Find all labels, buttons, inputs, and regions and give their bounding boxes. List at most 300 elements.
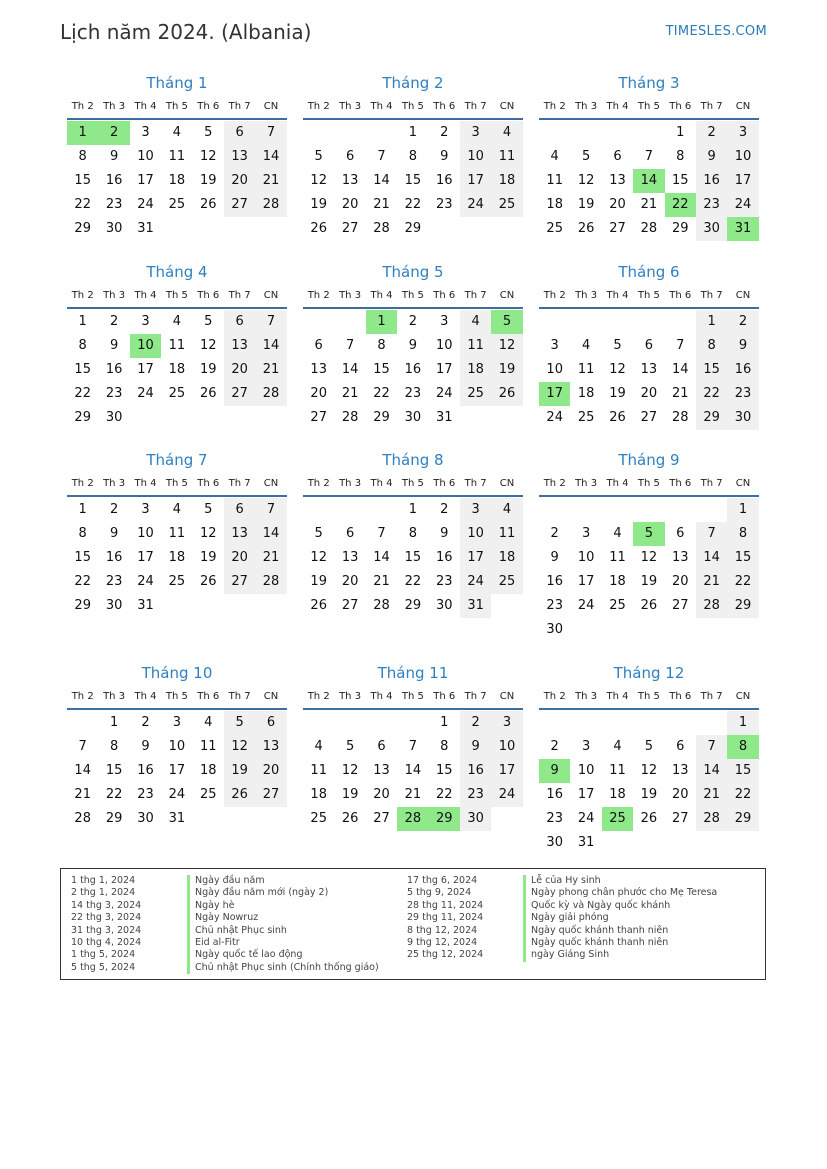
- weekday-label: CN: [263, 478, 279, 489]
- day-cell: 16: [727, 358, 758, 382]
- day-cell: 31: [435, 410, 453, 425]
- weekday-label: Th 5: [165, 478, 188, 489]
- weekday-label: Th 7: [464, 478, 487, 489]
- month-name: Tháng 8: [382, 451, 444, 469]
- day-cell: 25: [546, 221, 563, 236]
- day-cell: 28: [74, 811, 91, 826]
- weekday-header: [67, 94, 287, 120]
- day-cell: 15: [404, 550, 422, 565]
- legend-row: [71, 912, 379, 924]
- day-cell: 29: [404, 598, 422, 613]
- day-cell: 19: [609, 386, 626, 401]
- day-cell: 18: [577, 386, 595, 401]
- day-cell: 13: [341, 550, 359, 565]
- holiday-legend: [60, 868, 766, 980]
- day-cell: 8: [377, 338, 386, 353]
- day-cell: 14: [255, 145, 286, 169]
- day-cell: 30: [696, 217, 727, 241]
- day-cell: 13: [373, 763, 390, 778]
- day-cell: 16: [105, 362, 123, 377]
- day-cell: 4: [460, 310, 491, 334]
- weekday-header: [539, 94, 759, 120]
- day-cell: 28: [373, 221, 390, 236]
- day-cell: 23: [727, 382, 758, 406]
- weekday-label: Th 4: [134, 290, 157, 301]
- legend-holiday-name: Chủ nhật Phục sinh: [187, 925, 287, 937]
- day-cell: 23: [435, 197, 453, 212]
- legend-holiday-name: ngày Giáng Sinh: [523, 949, 609, 961]
- day-cell: 24: [168, 787, 186, 802]
- day-cell: 31: [577, 835, 595, 850]
- day-cell: 16: [105, 550, 123, 565]
- day-cell: 6: [314, 338, 323, 353]
- legend-holiday-name: Chủ nhật Phục sinh (Chính thống giáo): [187, 962, 379, 974]
- day-cell: 9: [109, 338, 119, 353]
- weekday-label: Th 7: [700, 290, 723, 301]
- day-cell: 16: [105, 173, 123, 188]
- day-cell: 23: [546, 598, 563, 613]
- legend-row: [407, 925, 717, 937]
- weekday-label: Th 3: [575, 691, 598, 702]
- day-cell: 4: [613, 739, 622, 754]
- empty-cell: [570, 498, 601, 522]
- legend-row: [71, 925, 379, 937]
- weekday-label: Th 4: [606, 691, 629, 702]
- holiday-day-cell: 31: [727, 217, 758, 241]
- day-cell: 20: [224, 546, 255, 570]
- day-cell: 23: [460, 783, 491, 807]
- weekday-label: Th 4: [370, 478, 393, 489]
- empty-cell: [570, 310, 601, 334]
- day-cell: 30: [435, 598, 453, 613]
- weekday-header: [539, 471, 759, 497]
- day-cell: 8: [78, 526, 87, 541]
- day-cell: 10: [137, 149, 154, 164]
- weekday-label: Th 6: [197, 478, 220, 489]
- day-cell: 30: [546, 835, 563, 850]
- day-cell: 28: [255, 382, 286, 406]
- day-cell: 20: [224, 169, 255, 193]
- day-cell: 3: [550, 338, 559, 353]
- day-cell: 27: [671, 598, 689, 613]
- day-cell: 7: [644, 149, 653, 164]
- day-cell: 10: [577, 550, 595, 565]
- weekday-label: Th 5: [401, 478, 424, 489]
- day-cell: 2: [696, 121, 727, 145]
- day-cell: 21: [255, 358, 286, 382]
- day-cell: 20: [224, 358, 255, 382]
- day-cell: 5: [204, 502, 213, 517]
- weekday-header: [67, 283, 287, 309]
- day-cell: 3: [141, 502, 150, 517]
- holiday-day-cell: 1: [67, 121, 98, 145]
- day-cell: 17: [577, 787, 595, 802]
- day-cell: 24: [577, 598, 595, 613]
- day-cell: 4: [172, 314, 181, 329]
- day-cell: 12: [609, 362, 626, 377]
- day-cell: 15: [727, 546, 758, 570]
- day-grid: [303, 711, 523, 831]
- day-cell: 8: [109, 739, 119, 754]
- day-cell: 30: [727, 406, 758, 430]
- holiday-day-cell: 22: [665, 193, 696, 217]
- day-grid: [67, 121, 287, 241]
- day-cell: 10: [168, 739, 186, 754]
- legend-holiday-name: Ngày đầu năm mới (ngày 2): [187, 887, 328, 899]
- legend-holiday-name: Ngày quốc khánh thanh niên: [523, 937, 668, 949]
- weekday-label: Th 4: [370, 691, 393, 702]
- day-cell: 4: [204, 715, 213, 730]
- day-cell: 18: [609, 787, 626, 802]
- day-cell: 14: [373, 173, 390, 188]
- legend-date: 14 thg 3, 2024: [71, 899, 142, 911]
- day-cell: 27: [224, 382, 255, 406]
- day-cell: 26: [640, 811, 658, 826]
- month-calendar: [303, 72, 523, 241]
- weekday-label: Th 2: [307, 101, 330, 112]
- day-cell: 31: [137, 221, 154, 236]
- day-cell: 7: [408, 739, 417, 754]
- day-cell: 24: [577, 811, 595, 826]
- day-cell: 18: [310, 787, 327, 802]
- day-cell: 26: [310, 598, 327, 613]
- day-cell: 14: [373, 550, 390, 565]
- day-cell: 19: [341, 787, 359, 802]
- day-cell: 29: [373, 410, 390, 425]
- day-cell: 28: [640, 221, 658, 236]
- day-cell: 2: [460, 711, 491, 735]
- day-cell: 9: [141, 739, 150, 754]
- day-cell: 8: [78, 149, 87, 164]
- empty-cell: [334, 711, 365, 735]
- weekday-label: Th 2: [543, 290, 566, 301]
- weekday-label: Th 5: [637, 478, 660, 489]
- empty-cell: [539, 498, 570, 522]
- day-cell: 17: [137, 173, 154, 188]
- day-cell: 3: [581, 526, 591, 541]
- legend-holiday-name: Ngày hè: [187, 900, 234, 912]
- day-cell: 20: [255, 759, 286, 783]
- day-cell: 3: [141, 125, 150, 140]
- month-name: Tháng 7: [146, 451, 208, 469]
- day-cell: 24: [460, 570, 491, 594]
- legend-row: [71, 875, 379, 887]
- holiday-day-cell: 14: [633, 169, 664, 193]
- day-cell: 5: [613, 338, 622, 353]
- day-cell: 20: [310, 386, 327, 401]
- weekday-label: CN: [735, 478, 751, 489]
- month-calendar: [539, 662, 759, 855]
- day-cell: 24: [137, 386, 154, 401]
- legend-date: 10 thg 4, 2024: [71, 936, 142, 948]
- day-cell: 29: [727, 807, 758, 831]
- day-cell: 22: [373, 386, 390, 401]
- legend-row: [71, 887, 379, 899]
- day-cell: 11: [310, 763, 327, 778]
- empty-cell: [602, 121, 633, 145]
- weekday-label: Th 2: [71, 101, 94, 112]
- day-cell: 3: [141, 314, 150, 329]
- day-cell: 27: [341, 598, 359, 613]
- day-cell: 21: [373, 197, 390, 212]
- day-cell: 31: [137, 598, 154, 613]
- month-name: Tháng 1: [146, 74, 208, 92]
- day-cell: 23: [546, 811, 563, 826]
- day-cell: 9: [440, 526, 449, 541]
- day-cell: 21: [671, 386, 689, 401]
- day-cell: 7: [696, 522, 727, 546]
- day-cell: 2: [550, 526, 559, 541]
- weekday-label: Th 4: [370, 290, 393, 301]
- day-cell: 30: [404, 410, 422, 425]
- day-cell: 22: [435, 787, 453, 802]
- weekday-label: Th 2: [543, 691, 566, 702]
- day-cell: 30: [137, 811, 154, 826]
- legend-holiday-name: Ngày quốc khánh thanh niên: [523, 925, 668, 937]
- day-cell: 2: [408, 314, 417, 329]
- empty-cell: [539, 310, 570, 334]
- day-cell: 9: [550, 550, 559, 565]
- weekday-label: Th 5: [401, 101, 424, 112]
- day-cell: 23: [435, 574, 453, 589]
- day-cell: 21: [640, 197, 658, 212]
- day-cell: 8: [408, 526, 417, 541]
- weekday-label: Th 4: [370, 101, 393, 112]
- day-cell: 10: [435, 338, 453, 353]
- day-cell: 24: [435, 386, 453, 401]
- day-cell: 17: [577, 574, 595, 589]
- empty-cell: [570, 121, 601, 145]
- legend-left-column: [71, 875, 379, 974]
- weekday-label: Th 3: [575, 290, 598, 301]
- month-calendar: [67, 261, 287, 430]
- weekday-label: Th 3: [103, 290, 126, 301]
- weekday-label: Th 4: [606, 478, 629, 489]
- day-cell: 8: [408, 149, 417, 164]
- day-cell: 15: [74, 362, 91, 377]
- day-cell: 2: [141, 715, 150, 730]
- weekday-label: Th 3: [339, 290, 362, 301]
- day-cell: 27: [224, 193, 255, 217]
- day-cell: 28: [255, 193, 286, 217]
- day-cell: 13: [224, 334, 255, 358]
- day-cell: 3: [460, 498, 491, 522]
- day-cell: 20: [341, 197, 359, 212]
- day-cell: 30: [105, 410, 123, 425]
- day-cell: 6: [224, 498, 255, 522]
- legend-holiday-name: Lễ của Hy sinh: [523, 875, 601, 887]
- day-cell: 19: [224, 759, 255, 783]
- day-cell: 15: [435, 763, 453, 778]
- day-cell: 20: [671, 787, 689, 802]
- month-name: Tháng 9: [618, 451, 680, 469]
- day-cell: 21: [696, 783, 727, 807]
- day-cell: 4: [491, 121, 522, 145]
- weekday-label: Th 3: [339, 691, 362, 702]
- weekday-label: CN: [499, 478, 515, 489]
- day-cell: 15: [404, 173, 422, 188]
- weekday-header: [67, 684, 287, 710]
- day-cell: 15: [74, 550, 91, 565]
- empty-cell: [665, 498, 696, 522]
- legend-row: [71, 937, 379, 949]
- day-cell: 29: [671, 221, 689, 236]
- legend-holiday-name: Ngày giải phóng: [523, 912, 609, 924]
- day-cell: 19: [491, 358, 522, 382]
- empty-cell: [303, 711, 334, 735]
- empty-cell: [366, 121, 397, 145]
- day-grid: [67, 711, 287, 831]
- weekday-label: Th 3: [103, 691, 126, 702]
- day-cell: 15: [105, 763, 123, 778]
- day-cell: 5: [644, 739, 653, 754]
- day-cell: 12: [640, 550, 658, 565]
- day-cell: 20: [373, 787, 390, 802]
- day-cell: 20: [609, 197, 626, 212]
- weekday-header: [539, 684, 759, 710]
- weekday-header: [303, 684, 523, 710]
- day-cell: 18: [491, 169, 522, 193]
- holiday-day-cell: 29: [429, 807, 460, 831]
- day-cell: 6: [377, 739, 386, 754]
- day-cell: 13: [224, 522, 255, 546]
- weekday-label: Th 6: [433, 478, 456, 489]
- day-cell: 19: [199, 173, 217, 188]
- day-cell: 23: [137, 787, 154, 802]
- day-cell: 21: [404, 787, 422, 802]
- day-cell: 13: [671, 763, 689, 778]
- day-cell: 22: [727, 570, 758, 594]
- day-cell: 3: [727, 121, 758, 145]
- day-cell: 11: [168, 338, 186, 353]
- day-cell: 8: [676, 149, 685, 164]
- page-title: Lịch năm 2024. (Albania): [60, 20, 312, 44]
- weekday-label: CN: [263, 691, 279, 702]
- day-cell: 17: [727, 169, 758, 193]
- day-cell: 21: [696, 570, 727, 594]
- day-cell: 28: [373, 598, 390, 613]
- day-cell: 12: [341, 763, 359, 778]
- day-cell: 9: [727, 334, 758, 358]
- holiday-day-cell: 1: [366, 310, 397, 334]
- day-cell: 24: [137, 197, 154, 212]
- day-grid: [539, 711, 759, 855]
- day-cell: 12: [199, 149, 217, 164]
- weekday-label: Th 3: [339, 478, 362, 489]
- day-cell: 24: [137, 574, 154, 589]
- day-cell: 21: [341, 386, 359, 401]
- day-cell: 1: [440, 715, 449, 730]
- legend-date: 2 thg 1, 2024: [71, 887, 136, 899]
- brand-link[interactable]: TIMESLES.COM: [665, 24, 767, 39]
- weekday-label: Th 2: [307, 290, 330, 301]
- empty-cell: [696, 711, 727, 735]
- day-cell: 27: [341, 221, 359, 236]
- weekday-label: CN: [499, 101, 515, 112]
- day-cell: 25: [460, 382, 491, 406]
- day-cell: 13: [640, 362, 658, 377]
- day-cell: 10: [727, 145, 758, 169]
- day-cell: 18: [491, 546, 522, 570]
- day-cell: 3: [581, 739, 591, 754]
- empty-cell: [696, 498, 727, 522]
- weekday-label: Th 5: [401, 691, 424, 702]
- weekday-label: Th 5: [165, 691, 188, 702]
- day-cell: 4: [172, 125, 181, 140]
- weekday-label: Th 7: [700, 478, 723, 489]
- day-cell: 20: [671, 574, 689, 589]
- day-cell: 7: [377, 149, 386, 164]
- legend-date: 5 thg 5, 2024: [71, 961, 136, 973]
- weekday-label: Th 3: [103, 101, 126, 112]
- day-cell: 12: [310, 173, 327, 188]
- weekday-label: Th 6: [669, 478, 692, 489]
- day-cell: 1: [676, 125, 685, 140]
- day-cell: 25: [310, 811, 327, 826]
- weekday-label: Th 2: [71, 290, 94, 301]
- weekday-label: Th 7: [228, 101, 251, 112]
- day-cell: 17: [460, 546, 491, 570]
- legend-holiday-name: Ngày phong chân phước cho Mẹ Teresa: [523, 887, 717, 899]
- empty-cell: [570, 711, 601, 735]
- weekday-label: CN: [499, 290, 515, 301]
- day-cell: 11: [609, 763, 626, 778]
- day-cell: 7: [78, 739, 87, 754]
- day-cell: 8: [78, 338, 87, 353]
- weekday-label: CN: [263, 290, 279, 301]
- day-cell: 16: [435, 550, 453, 565]
- month-calendar: [539, 261, 759, 430]
- day-cell: 11: [577, 362, 595, 377]
- holiday-day-cell: 5: [633, 522, 664, 546]
- weekday-label: Th 3: [103, 478, 126, 489]
- day-cell: 19: [199, 550, 217, 565]
- day-cell: 18: [168, 173, 186, 188]
- day-cell: 20: [640, 386, 658, 401]
- legend-right-column: [407, 875, 717, 962]
- day-cell: 10: [546, 362, 563, 377]
- legend-row: [71, 949, 379, 961]
- day-cell: 28: [696, 807, 727, 831]
- day-cell: 24: [546, 410, 563, 425]
- day-cell: 16: [137, 763, 154, 778]
- day-cell: 18: [168, 550, 186, 565]
- legend-date: 8 thg 12, 2024: [407, 924, 478, 936]
- day-cell: 4: [314, 739, 323, 754]
- weekday-label: Th 2: [543, 101, 566, 112]
- day-cell: 11: [168, 149, 186, 164]
- day-cell: 21: [373, 574, 390, 589]
- holiday-day-cell: 25: [602, 807, 633, 831]
- day-cell: 5: [345, 739, 355, 754]
- weekday-label: Th 7: [464, 691, 487, 702]
- day-cell: 8: [440, 739, 449, 754]
- month-name: Tháng 6: [618, 263, 680, 281]
- day-cell: 19: [199, 362, 217, 377]
- day-cell: 25: [168, 574, 186, 589]
- day-cell: 17: [168, 763, 186, 778]
- day-grid: [303, 498, 523, 618]
- day-cell: 4: [172, 502, 181, 517]
- day-cell: 9: [440, 149, 449, 164]
- day-cell: 3: [491, 711, 522, 735]
- weekday-label: Th 7: [700, 691, 723, 702]
- day-cell: 23: [105, 197, 123, 212]
- day-cell: 13: [255, 735, 286, 759]
- legend-row: [407, 912, 717, 924]
- weekday-label: Th 2: [71, 478, 94, 489]
- day-cell: 10: [460, 145, 491, 169]
